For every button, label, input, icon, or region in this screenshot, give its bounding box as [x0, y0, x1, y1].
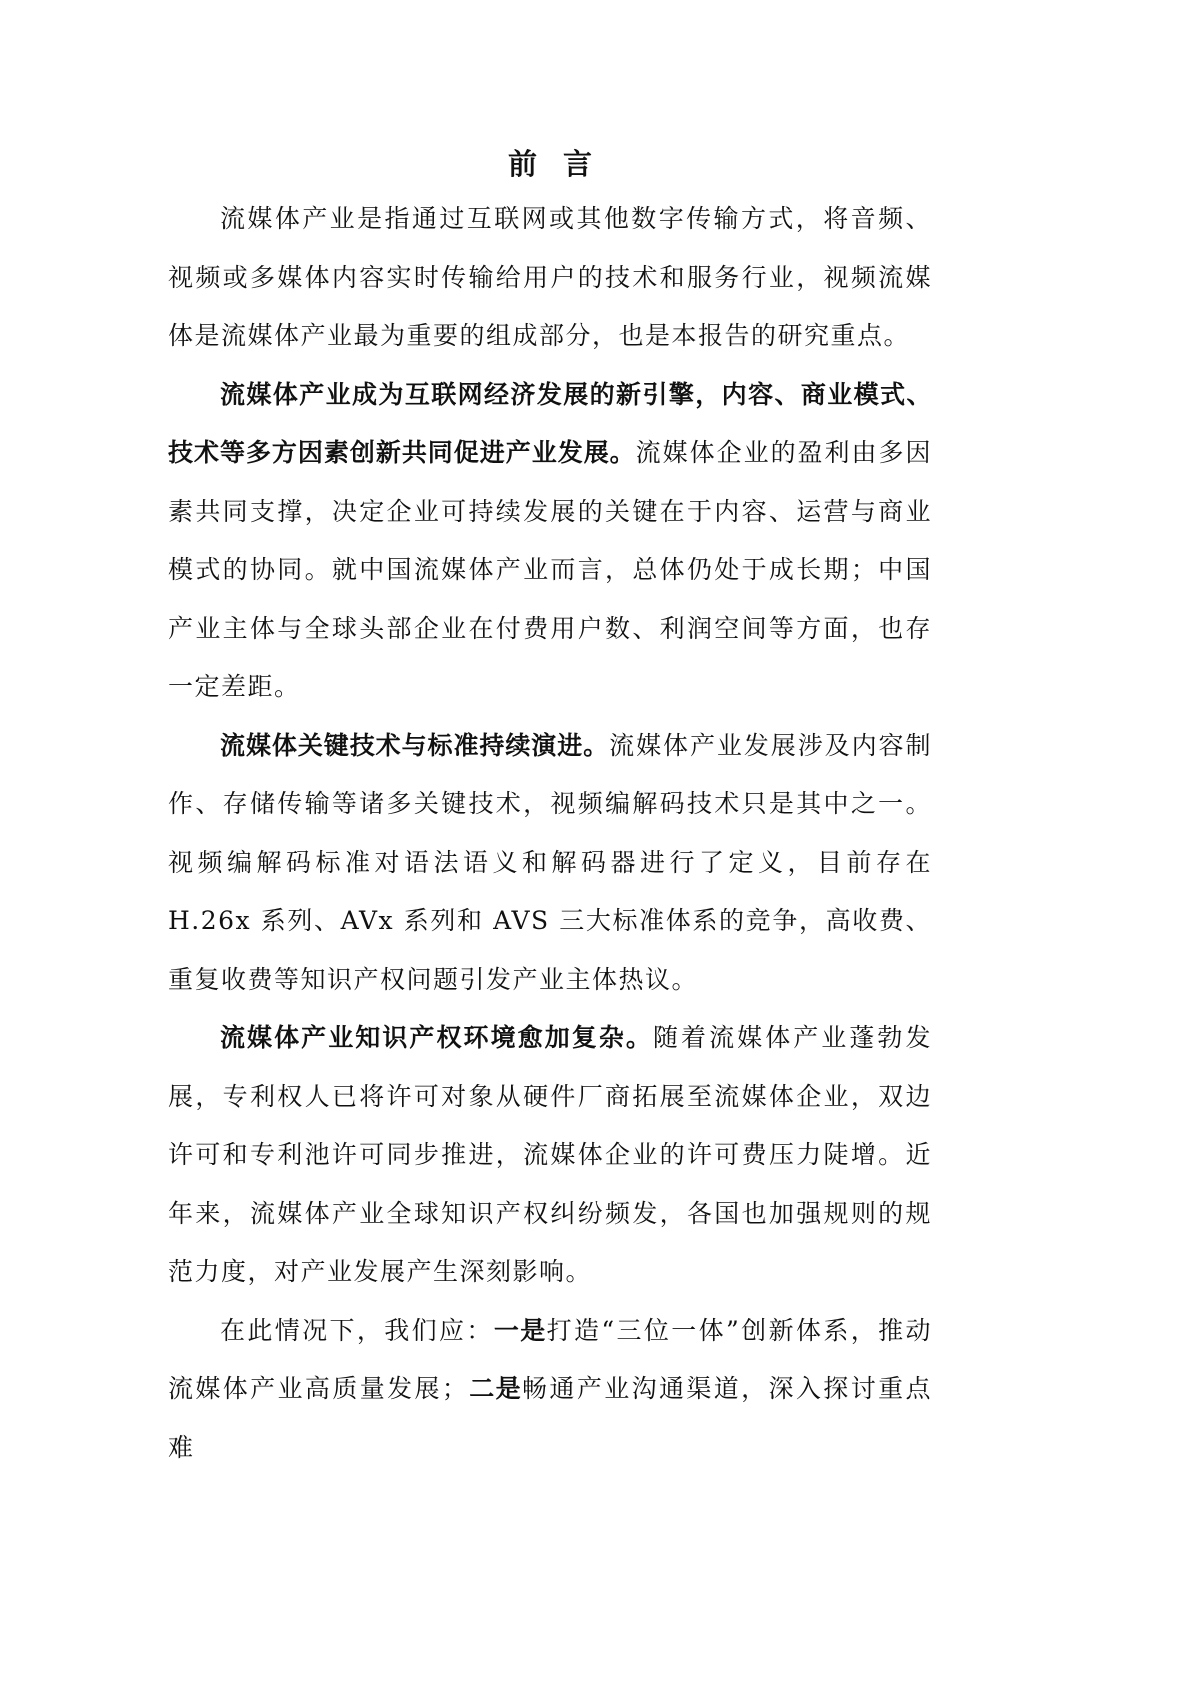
document-page [168, 138, 932, 1477]
paragraph-ip-environment [168, 1009, 932, 1302]
paragraph-text: 在此情况下，我们应： [220, 1315, 494, 1345]
page-title: 前言 [507, 147, 618, 181]
paragraph-text: 随着流媒体产业蓬勃发展，专利权人已将许可对象从硬件厂商拓展至流媒体企业，双边许可和专利池许可同步推进，流媒体企业的许可费压力陡增。近年来，流媒体产业全球知识产权纠纷频发，各国也加强规则的规范力度，对产业发展产生深刻影响。 [168, 1023, 932, 1286]
paragraph-text: 畅通产业沟通渠道，深入探讨重点难 [168, 1374, 932, 1462]
paragraph-recommendations [168, 1302, 932, 1478]
paragraph-lead-heading: 流媒体关键技术与标准持续演进。 [220, 730, 610, 760]
paragraph-text: 流媒体产业是指通过互联网或其他数字传输方式，将音频、视频或多媒体内容实时传输给用户的技术和服务行业，视频流媒体是流媒体产业最为重要的组成部分，也是本报告的研究重点。 [168, 204, 932, 350]
recommendation-marker-second: 二是 [468, 1374, 523, 1403]
paragraph-text: 流媒体企业的盈利由多因素共同支撑，决定企业可持续发展的关键在于内容、运营与商业模式的协同。就中国流媒体产业而言，总体仍处于成长期；中国产业主体与全球头部企业在付费用户数、利润空间等方面，也存一定差距。 [168, 438, 932, 701]
paragraph-definition [168, 190, 932, 366]
recommendation-marker-first: 一是 [493, 1315, 547, 1345]
paragraph-text: 打造“三位一体”创新体系，推动流媒体产业高质量发展； [168, 1315, 932, 1403]
paragraph-lead-heading: 流媒体产业成为互联网经济发展的新引擎，内容、商业模式、技术等多方因素创新共同促进产业发展。 [168, 379, 932, 467]
paragraph-key-technology [168, 717, 932, 1010]
paragraph-text: 流媒体产业发展涉及内容制作、存储传输等诸多关键技术，视频编解码技术只是其中之一。视频编解码标准对语法语义和解码器进行了定义，目前存在 H.26x 系列、AVx 系列和 AVS 三大标准体系的竞争，高收费、重复收费等知识产权问题引发产业主体热议。 [168, 730, 932, 994]
paragraph-lead-heading: 流媒体产业知识产权环境愈加复杂。 [220, 1023, 653, 1052]
paragraph-economy-engine [168, 366, 932, 717]
